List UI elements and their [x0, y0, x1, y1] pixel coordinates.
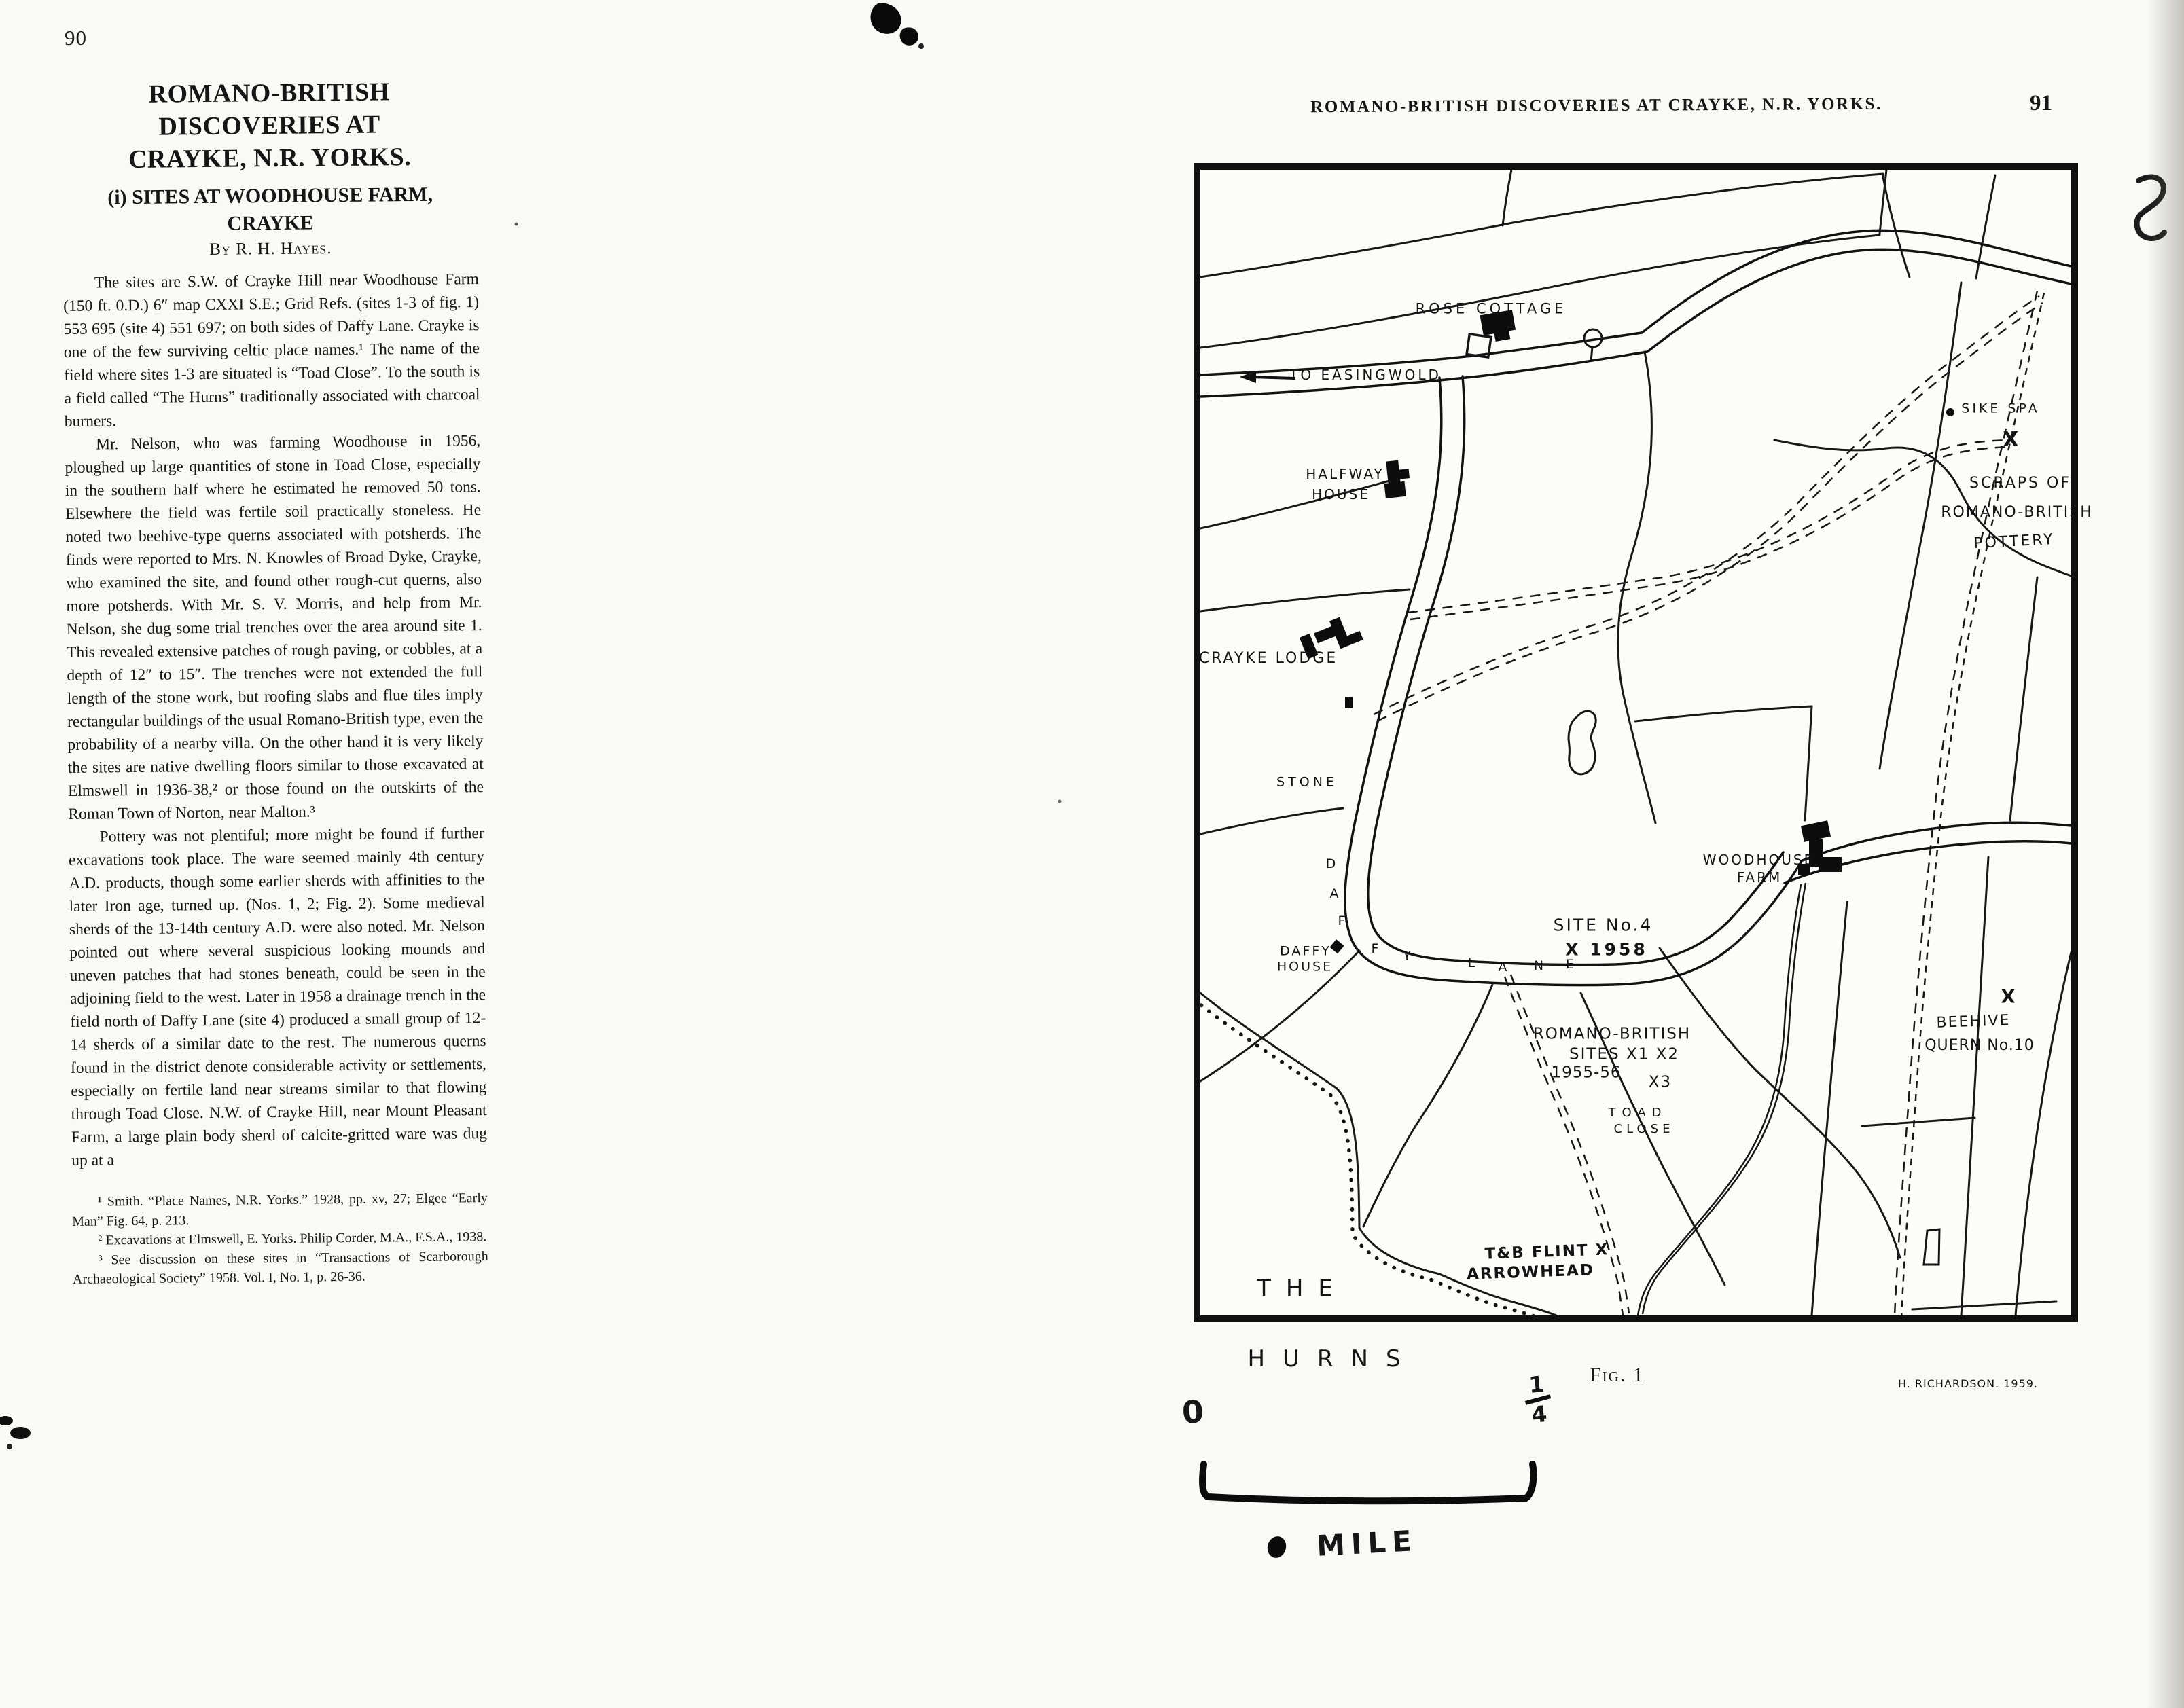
paragraph-1: The sites are S.W. of Crayke Hill near Woodhouse Farm (150 ft. 0.D.) 6″ map CXXI S.E.; Grid Refs. (sites 1-3 of fig. 1) 553 695 (site 4) 551 697; on both sides of Daffy Lane. Crayke is one of the few surviving celtic place names.¹ The name of the field where sites 1-3 are situated is “Toad Close”. To the south is a field called “The Hurns” traditionally associated with charcoal burners. — [63, 270, 480, 431]
ink-speck-3 — [1058, 800, 1062, 803]
ink-mark-left-3 — [7, 1444, 12, 1449]
fraction-numerator: 1 — [1527, 1370, 1546, 1399]
label-flint-arrowhead-1: T&B FLINT X — [1484, 1241, 1609, 1263]
running-header: ROMANO-BRITISH DISCOVERIES AT CRAYKE, N.R. YORKS. — [1310, 94, 1882, 117]
lane-letter-n: N — [1533, 958, 1544, 973]
map-credit: H. RICHARDSON. 1959. — [1897, 1377, 2039, 1390]
field-boundaries — [1200, 170, 2071, 1315]
label-toad-close-1: TOAD — [1608, 1106, 1668, 1120]
label-scraps-2: ROMANO-BRITISH — [1941, 504, 2093, 521]
scale-bar-drawing — [0, 1426, 2184, 1630]
footnote-3: ³ See discussion on these sites in “Transactions of Scarborough Archaeological Society” 1958. Vol. I, No. 1, p. 26-36. — [72, 1248, 488, 1287]
halfway-house-building-icon — [1382, 459, 1411, 498]
lane-letter-e: E — [1565, 957, 1575, 972]
barn-outline-icon — [1924, 1229, 1939, 1265]
ink-blob-top-2 — [900, 27, 918, 45]
scale-bar-bracket — [1202, 1464, 1534, 1501]
footpaths-dashed — [1371, 291, 2044, 1315]
lane-letter-d: D — [1325, 856, 1336, 871]
small-building-icon — [1345, 697, 1353, 708]
label-rb-sites-1: ROMANO-BRITISH — [1533, 1025, 1691, 1043]
footnotes — [72, 1188, 488, 1289]
label-flint-arrowhead-2: ARROWHEAD — [1466, 1261, 1595, 1284]
label-rb-sites-3: 1955-56 — [1551, 1064, 1622, 1082]
paragraph-2: Mr. Nelson, who was farming Woodhouse in 1956, ploughed up large quantities of stone in Toad Close, especially in the southern half where he estimated he removed 50 tons. Elsewhere the field was fertile soil practically stoneless. He noted two beehive-type querns associated with potsherds. The finds were reported to Mrs. N. Knowles of Broad Dyke, Crayke, who examined the site, and found other rough-cut querns, also more potsherds. With Mr. S. V. Morris, and help from Mr. Nelson, she dug some trial trenches over the area around site 1. This revealed extensive patches of rough paving, or cobbles, at a depth of 12″ to 15″. The trenches were not extended the full length of the stone work, but roofing slabs and flue tiles imply rectangular buildings of the usual Romano-British type, even the probability of a nearby villa. On the other hand it is very likely the sites are native dwelling floors similar to those excavated at Elmswell in 1936-38,² or those found on the outskirts of the Roman Town of Norton, near Malton.³ — [65, 432, 484, 823]
label-the-hurns-1: THE — [1257, 1275, 1348, 1302]
roads — [1200, 230, 2071, 985]
article-title-line2: CRAYKE, N.R. YORKS. — [128, 143, 412, 175]
label-scraps-1: SCRAPS OF — [1969, 475, 2071, 492]
ink-speck-1 — [918, 43, 924, 49]
label-woodhouse-farm-2: FARM — [1736, 869, 1783, 886]
ink-speck-2 — [515, 223, 518, 226]
label-beehive-1: BEEHIVE — [1936, 1012, 2011, 1032]
scale-zero-label: 0 — [1181, 1392, 1205, 1432]
scale-quarter-fraction — [1522, 1372, 1555, 1427]
lane-letter-a2: A — [1498, 960, 1507, 975]
label-scraps-x-mark: X — [2003, 428, 2019, 452]
page-edge-shadow — [2147, 0, 2184, 1708]
roadside-circle-icon — [1584, 329, 1602, 361]
label-site4-year: X 1958 — [1565, 939, 1648, 960]
label-daffy-house-1: DAFFY — [1280, 943, 1331, 959]
footnote-2: ² Excavations at Elmswell, E. Yorks. Philip Corder, M.A., F.S.A., 1938. — [98, 1229, 487, 1248]
label-beehive-x-mark: X — [2001, 986, 2016, 1008]
scale-mile-label: MILE — [1315, 1524, 1419, 1563]
article-byline: By R. H. Hayes. — [209, 239, 332, 259]
stream — [1638, 883, 1806, 1315]
label-rb-sites-2: SITES X1 X2 — [1569, 1045, 1679, 1064]
lane-letter-l: L — [1467, 956, 1475, 970]
footnote-1: ¹ Smith. “Place Names, N.R. Yorks.” 1928, pp. xv, 27; Elgee “Early Man” Fig. 64, p. 213. — [72, 1191, 488, 1229]
daffy-house-building-icon — [1329, 939, 1344, 953]
article-title-line1: ROMANO-BRITISH DISCOVERIES AT — [148, 77, 391, 141]
label-toad-close-2: CLOSE — [1613, 1122, 1675, 1136]
left-page-article — [61, 75, 488, 1289]
article-body — [63, 268, 488, 1172]
paragraph-3: Pottery was not plentiful; more might be found if further excavations took place. The ware seemed mainly 4th century A.D. products, though some earlier sherds with affinities to the later Iron age, turned up. (Nos. 1, 2; Fig. 2). Some medieval sherds of the 13-14th century A.D. were also noted. Mr. Nelson pointed out where several suspicious looking mounds and uneven patches that had stones beneath, could be seen in the adjoining field to the west. Later in 1958 a drainage trench in the field north of Daffy Lane (site 4) produced a small group of 12-14 sherds of a similar date to the rest. The numerous querns found in the district denote considerable activity or settlements, especially on fertile land near streams similar to that flowing through Toad Close. N.W. of Crayke Hill, near Mount Pleasant Farm, a large plain body sherd of calcite-gritted ware was dug up at a — [68, 824, 488, 1169]
label-scraps-3: POTTERY — [1973, 530, 2056, 553]
lane-letter-a1: A — [1329, 886, 1339, 901]
label-site4-name: SITE No.4 — [1553, 915, 1653, 935]
label-the-hurns-2: HURNS — [1247, 1345, 1418, 1373]
fraction-denominator: 4 — [1530, 1400, 1549, 1428]
sike-spa-dot-icon — [1946, 408, 1954, 416]
label-crayke-lodge: CRAYKE LODGE — [1198, 650, 1338, 667]
article-subtitle: (i) SITES AT WOODHOUSE FARM, CRAYKE — [107, 183, 433, 235]
label-halfway-house-2: HOUSE — [1312, 486, 1370, 503]
label-to-easingwold: TO EASINGWOLD — [1289, 367, 1442, 383]
ink-mark-left-2 — [10, 1427, 31, 1439]
map-line-art — [1200, 170, 2071, 1315]
label-daffy-house-2: HOUSE — [1276, 959, 1333, 975]
pond — [1569, 711, 1596, 774]
label-rose-cottage: ROSE COTTAGE — [1415, 300, 1567, 317]
left-page-number: 90 — [65, 26, 87, 50]
label-rb-sites-4: X3 — [1648, 1073, 1672, 1091]
label-beehive-2: QUERN No.10 — [1925, 1037, 2035, 1054]
right-page-number: 91 — [2030, 91, 2052, 115]
lane-letter-y: Y — [1403, 949, 1411, 964]
label-woodhouse-farm-1: WOODHOUSE — [1702, 852, 1815, 868]
ink-mark-left-1 — [0, 1416, 13, 1425]
label-halfway-house-1: HALFWAY — [1306, 466, 1384, 482]
ink-blob-top-1 — [866, 0, 906, 37]
label-stone: STONE — [1276, 774, 1338, 790]
lane-letter-f2: F — [1371, 941, 1379, 956]
figure-caption: Fig. 1 — [1590, 1364, 1645, 1386]
lane-letter-f1: F — [1338, 913, 1346, 928]
label-sike-spa: SIKE SPA — [1961, 401, 2040, 416]
scale-mile-dot-icon — [1265, 1534, 1288, 1560]
